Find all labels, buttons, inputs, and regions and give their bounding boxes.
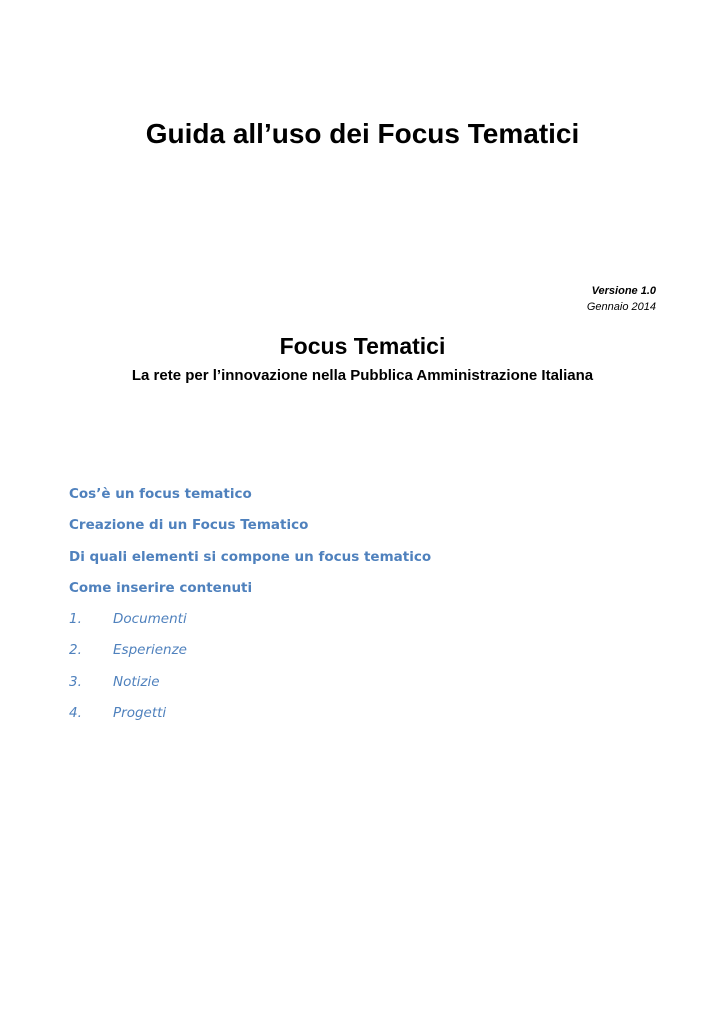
toc-subitem-number: 4. <box>69 705 82 722</box>
toc-subitem-number: 3. <box>69 673 82 690</box>
version-block <box>587 283 656 315</box>
toc-subitem-number: 1. <box>69 611 82 628</box>
section-title: Focus Tematici <box>279 333 446 359</box>
toc-item-cos-e-focus[interactable]: Cos’è un focus tematico <box>69 486 252 502</box>
section-subtitle: La rete per l’innovazione nella Pubblica Amministrazione Italiana <box>131 367 594 384</box>
toc-subitem-label: Documenti <box>113 611 187 628</box>
document-title: Guida all’uso dei Focus Tematici <box>145 118 580 149</box>
toc-subitem-label: Notizie <box>113 673 160 690</box>
toc-subitem-documenti[interactable] <box>69 609 431 640</box>
toc-subitem-label: Esperienze <box>113 642 187 659</box>
toc-item-elementi[interactable]: Di quali elementi si compone un focus tematico <box>69 548 432 565</box>
date-label: Gennaio 2014 <box>586 301 656 313</box>
toc-subitem-progetti[interactable] <box>69 703 431 734</box>
toc-subitem-notizie[interactable] <box>69 672 431 703</box>
toc-item-inserire-contenuti[interactable]: Come inserire contenuti <box>69 579 253 596</box>
table-of-contents <box>69 484 431 734</box>
toc-item-creazione[interactable]: Creazione di un Focus Tematico <box>69 517 309 534</box>
toc-subitem-esperienze[interactable] <box>69 640 431 671</box>
toc-subitem-number: 2. <box>69 642 82 659</box>
version-label: Versione 1.0 <box>591 285 656 297</box>
toc-subitem-label: Progetti <box>113 705 167 722</box>
